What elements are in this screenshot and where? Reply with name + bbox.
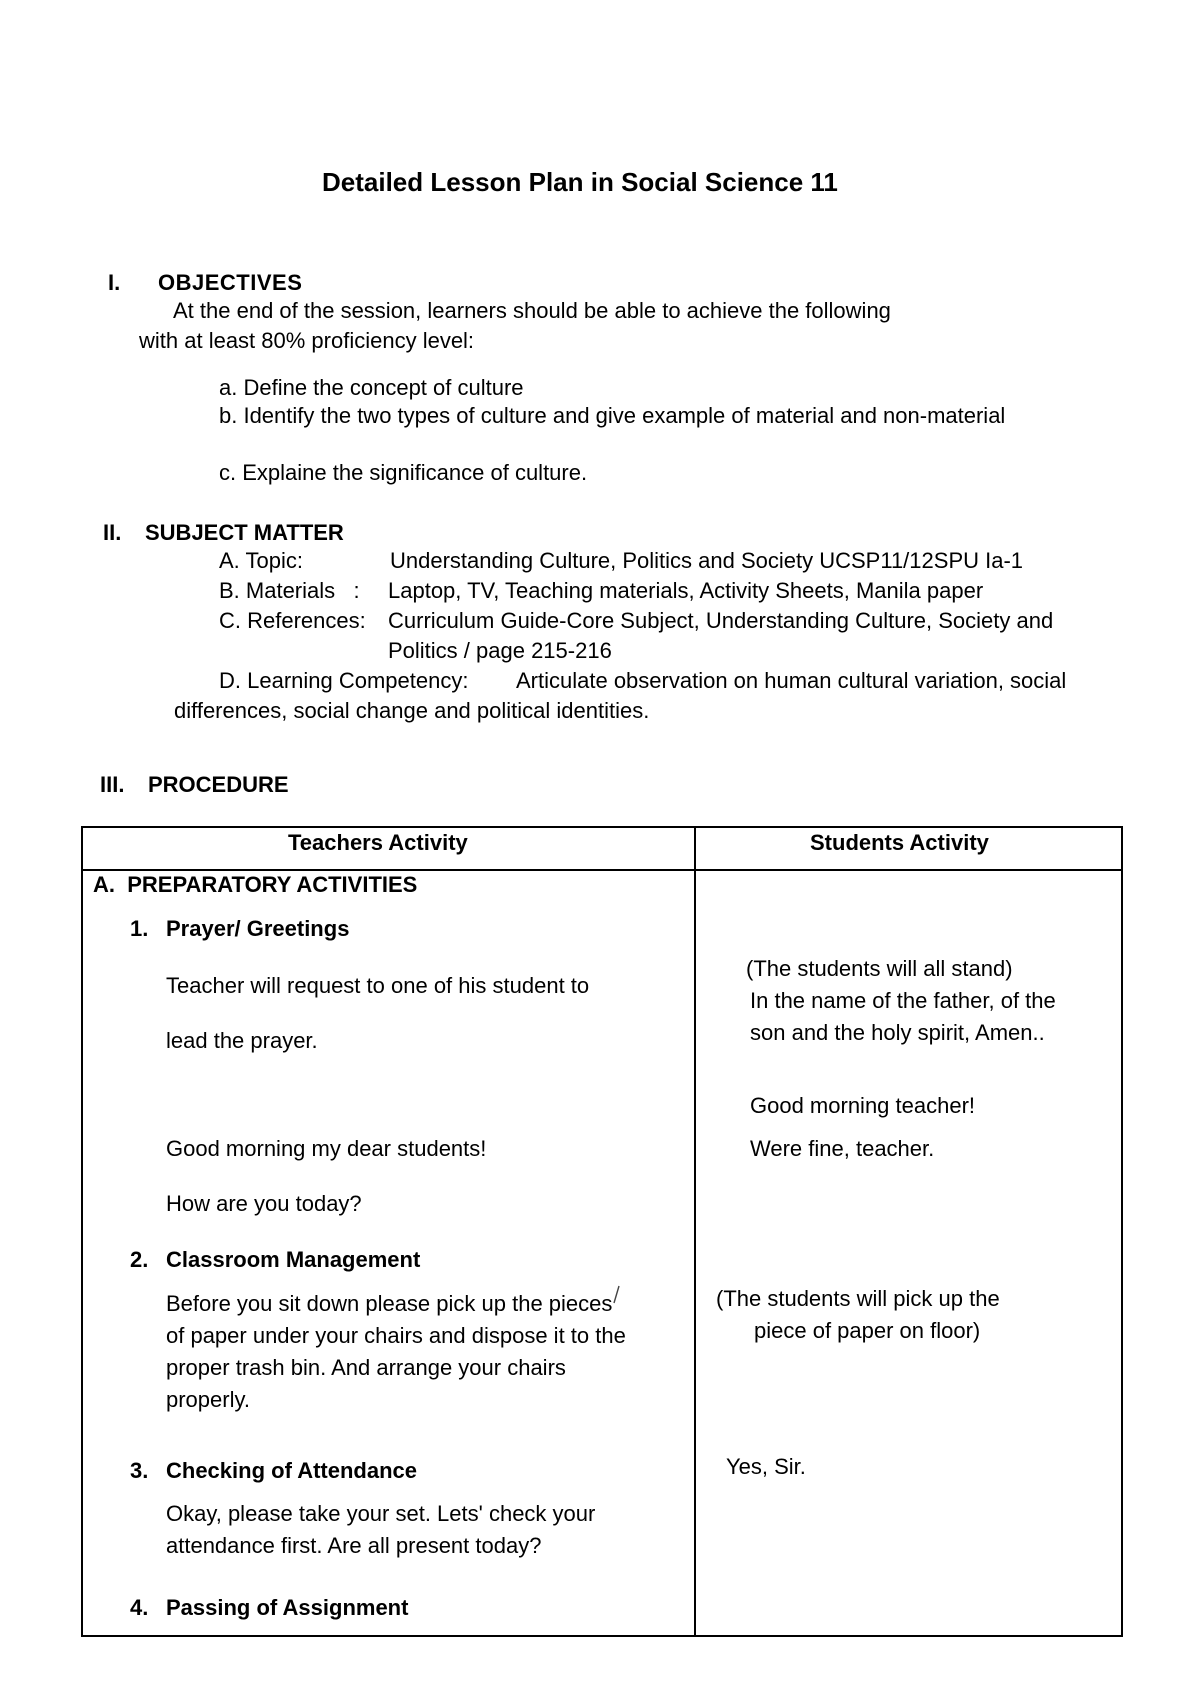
step1-student-line3: son and the holy spirit, Amen.. <box>750 1020 1045 1045</box>
step3-title: Checking of Attendance <box>166 1458 417 1483</box>
objectives-intro-line1: At the end of the session, learners should be able to achieve the following <box>173 298 891 323</box>
stray-pen-mark <box>611 1285 623 1305</box>
procedure-numeral: III. <box>100 772 125 797</box>
step2-teacher-line4: properly. <box>166 1387 250 1412</box>
section-preparatory-activities: A. PREPARATORY ACTIVITIES <box>93 872 418 897</box>
step3-student-line1: Yes, Sir. <box>726 1454 806 1479</box>
step2-number: 2. <box>130 1247 149 1272</box>
objectives-intro-line2: with at least 80% proficiency level: <box>139 328 475 353</box>
step2-student-line2: piece of paper on floor) <box>754 1318 981 1343</box>
table-header-divider <box>81 869 1123 871</box>
step1-student-answer: Were fine, teacher. <box>750 1136 935 1161</box>
page-title: Detailed Lesson Plan in Social Science 11 <box>322 167 838 197</box>
objective-item-b: b. Identify the two types of culture and give example of material and non-material <box>219 403 1006 428</box>
topic-value: Understanding Culture, Politics and Society UCSP11/12SPU Ia-1 <box>390 548 1024 573</box>
topic-label: A. Topic: <box>219 548 303 573</box>
references-label: C. References: <box>219 608 366 633</box>
column-header-student: Students Activity <box>810 830 989 855</box>
step3-teacher-line2: attendance first. Are all present today? <box>166 1533 542 1558</box>
competency-value-line1: Articulate observation on human cultural variation, social <box>516 668 1067 693</box>
step1-teacher-question: How are you today? <box>166 1191 362 1216</box>
references-value-line2: Politics / page 215-216 <box>388 638 612 663</box>
objectives-heading: OBJECTIVES <box>158 270 303 295</box>
step3-number: 3. <box>130 1458 149 1483</box>
step2-student-line1: (The students will pick up the <box>716 1286 1000 1311</box>
column-header-teacher: Teachers Activity <box>288 830 468 855</box>
step2-teacher-line2: of paper under your chairs and dispose it to the <box>166 1323 626 1348</box>
step1-student-line1: (The students will all stand) <box>746 956 1013 981</box>
step2-teacher-line1: Before you sit down please pick up the pieces <box>166 1291 613 1316</box>
step3-teacher-line1: Okay, please take your set. Lets' check your <box>166 1501 596 1526</box>
step2-teacher-line3: proper trash bin. And arrange your chairs <box>166 1355 566 1380</box>
competency-value-line2: differences, social change and political identities. <box>174 698 650 723</box>
references-value-line1: Curriculum Guide-Core Subject, Understanding Culture, Society and <box>388 608 1054 633</box>
subject-matter-heading: SUBJECT MATTER <box>145 520 344 545</box>
step2-title: Classroom Management <box>166 1247 421 1272</box>
step1-teacher-line1: Teacher will request to one of his student to <box>166 973 590 998</box>
step1-student-greeting: Good morning teacher! <box>750 1093 976 1118</box>
step1-student-line2: In the name of the father, of the <box>750 988 1056 1013</box>
procedure-heading: PROCEDURE <box>148 772 289 797</box>
step1-number: 1. <box>130 916 149 941</box>
step4-title: Passing of Assignment <box>166 1595 409 1620</box>
objective-item-a: a. Define the concept of culture <box>219 375 524 400</box>
materials-value: Laptop, TV, Teaching materials, Activity Sheets, Manila paper <box>388 578 984 603</box>
step1-title: Prayer/ Greetings <box>166 916 350 941</box>
table-column-divider <box>694 826 696 1637</box>
competency-label: D. Learning Competency: <box>219 668 469 693</box>
step1-teacher-greeting: Good morning my dear students! <box>166 1136 487 1161</box>
objectives-numeral: I. <box>108 270 121 295</box>
materials-label: B. Materials : <box>219 578 360 603</box>
objective-item-c: c. Explaine the significance of culture. <box>219 460 588 485</box>
step4-number: 4. <box>130 1595 149 1620</box>
subject-matter-numeral: II. <box>103 520 122 545</box>
step1-teacher-line2: lead the prayer. <box>166 1028 318 1053</box>
